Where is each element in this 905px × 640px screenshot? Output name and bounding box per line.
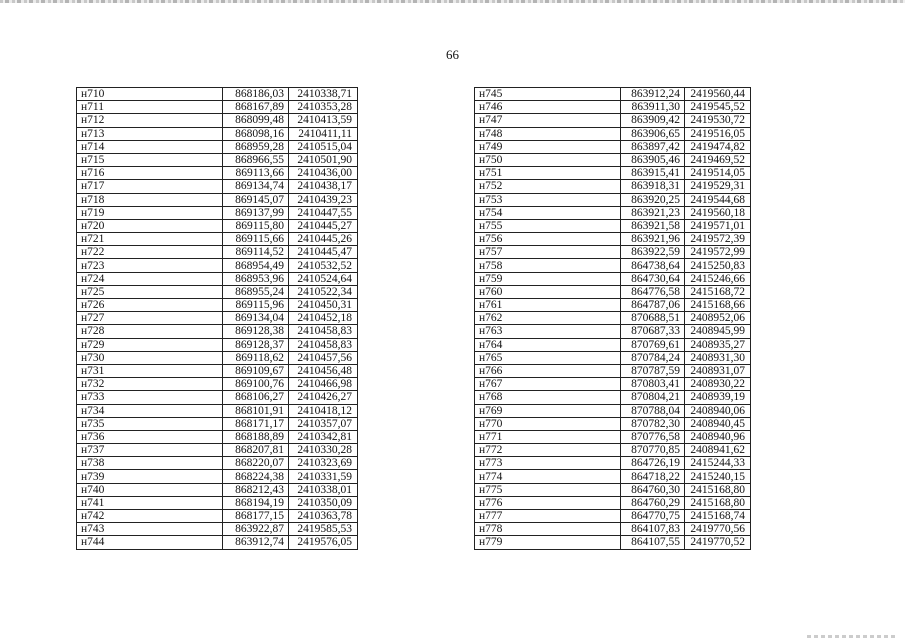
- table-row: [77, 536, 358, 549]
- y-coordinate-cell: 2410501,90: [289, 153, 358, 166]
- y-coordinate-cell: 2410330,28: [289, 444, 358, 457]
- x-coordinate-cell: 868212,43: [223, 483, 289, 496]
- y-coordinate-cell: 2415246,66: [685, 272, 751, 285]
- table-row: [475, 246, 751, 259]
- x-coordinate-cell: 870788,04: [621, 404, 685, 417]
- x-coordinate-cell: 864787,06: [621, 299, 685, 312]
- point-id-cell: н729: [77, 338, 223, 351]
- page-number: 66: [446, 47, 459, 62]
- table-row: [475, 233, 751, 246]
- y-coordinate-cell: 2419770,52: [685, 536, 751, 549]
- y-coordinate-cell: 2408941,62: [685, 444, 751, 457]
- point-id-cell: н713: [77, 127, 223, 140]
- point-id-cell: н775: [475, 483, 621, 496]
- x-coordinate-cell: 864107,83: [621, 523, 685, 536]
- scan-corner-mark: [807, 635, 897, 638]
- point-id-cell: н764: [475, 338, 621, 351]
- point-id-cell: н768: [475, 391, 621, 404]
- y-coordinate-cell: 2410413,59: [289, 114, 358, 127]
- point-id-cell: н714: [77, 140, 223, 153]
- x-coordinate-cell: 863920,25: [621, 193, 685, 206]
- x-coordinate-cell: 869128,37: [223, 338, 289, 351]
- x-coordinate-cell: 869115,80: [223, 219, 289, 232]
- point-id-cell: н742: [77, 510, 223, 523]
- table-row: [475, 470, 751, 483]
- table-row: [475, 312, 751, 325]
- table-row: [475, 153, 751, 166]
- point-id-cell: н759: [475, 272, 621, 285]
- y-coordinate-cell: 2410447,55: [289, 206, 358, 219]
- table-row: [77, 417, 358, 430]
- y-coordinate-cell: 2419514,05: [685, 167, 751, 180]
- y-coordinate-cell: 2419560,44: [685, 88, 751, 101]
- table-row: [475, 325, 751, 338]
- y-coordinate-cell: 2419560,18: [685, 206, 751, 219]
- y-coordinate-cell: 2408945,99: [685, 325, 751, 338]
- table-row: [475, 404, 751, 417]
- coordinates-table-right: [474, 87, 751, 550]
- point-id-cell: н751: [475, 167, 621, 180]
- point-id-cell: н769: [475, 404, 621, 417]
- y-coordinate-cell: 2408939,19: [685, 391, 751, 404]
- x-coordinate-cell: 864776,58: [621, 285, 685, 298]
- point-id-cell: н761: [475, 299, 621, 312]
- x-coordinate-cell: 863921,23: [621, 206, 685, 219]
- x-coordinate-cell: 869109,67: [223, 364, 289, 377]
- table-row: [475, 167, 751, 180]
- point-id-cell: н766: [475, 364, 621, 377]
- table-row: [77, 259, 358, 272]
- table-row: [77, 470, 358, 483]
- x-coordinate-cell: 869145,07: [223, 193, 289, 206]
- x-coordinate-cell: 870769,61: [621, 338, 685, 351]
- y-coordinate-cell: 2408931,30: [685, 351, 751, 364]
- point-id-cell: н723: [77, 259, 223, 272]
- y-coordinate-cell: 2410323,69: [289, 457, 358, 470]
- point-id-cell: н739: [77, 470, 223, 483]
- y-coordinate-cell: 2410350,09: [289, 496, 358, 509]
- y-coordinate-cell: 2410353,28: [289, 101, 358, 114]
- y-coordinate-cell: 2419770,56: [685, 523, 751, 536]
- y-coordinate-cell: 2419572,99: [685, 246, 751, 259]
- point-id-cell: н737: [77, 444, 223, 457]
- y-coordinate-cell: 2410452,18: [289, 312, 358, 325]
- point-id-cell: н747: [475, 114, 621, 127]
- table-row: [475, 364, 751, 377]
- x-coordinate-cell: 868186,03: [223, 88, 289, 101]
- x-coordinate-cell: 870787,59: [621, 364, 685, 377]
- y-coordinate-cell: 2419469,52: [685, 153, 751, 166]
- table-row: [77, 114, 358, 127]
- point-id-cell: н728: [77, 325, 223, 338]
- point-id-cell: н720: [77, 219, 223, 232]
- table-row: [77, 351, 358, 364]
- x-coordinate-cell: 870803,41: [621, 378, 685, 391]
- table-row: [77, 246, 358, 259]
- x-coordinate-cell: 868188,89: [223, 430, 289, 443]
- y-coordinate-cell: 2410445,26: [289, 233, 358, 246]
- table-row: [77, 496, 358, 509]
- point-id-cell: н733: [77, 391, 223, 404]
- x-coordinate-cell: 864726,19: [621, 457, 685, 470]
- y-coordinate-cell: 2410522,34: [289, 285, 358, 298]
- y-coordinate-cell: 2408935,27: [685, 338, 751, 351]
- point-id-cell: н746: [475, 101, 621, 114]
- table-row: [475, 510, 751, 523]
- y-coordinate-cell: 2408952,06: [685, 312, 751, 325]
- table-row: [475, 417, 751, 430]
- y-coordinate-cell: 2410524,64: [289, 272, 358, 285]
- table-row: [77, 140, 358, 153]
- point-id-cell: н716: [77, 167, 223, 180]
- coordinates-table-left: [76, 87, 358, 550]
- x-coordinate-cell: 869134,74: [223, 180, 289, 193]
- point-id-cell: н772: [475, 444, 621, 457]
- table-row: [475, 127, 751, 140]
- point-id-cell: н717: [77, 180, 223, 193]
- x-coordinate-cell: 870688,51: [621, 312, 685, 325]
- table-row: [77, 127, 358, 140]
- point-id-cell: н771: [475, 430, 621, 443]
- point-id-cell: н757: [475, 246, 621, 259]
- table-row: [77, 312, 358, 325]
- table-row: [77, 444, 358, 457]
- y-coordinate-cell: 2419544,68: [685, 193, 751, 206]
- y-coordinate-cell: 2415240,15: [685, 470, 751, 483]
- x-coordinate-cell: 868220,07: [223, 457, 289, 470]
- point-id-cell: н763: [475, 325, 621, 338]
- point-id-cell: н736: [77, 430, 223, 443]
- point-id-cell: н767: [475, 378, 621, 391]
- table-row: [77, 101, 358, 114]
- y-coordinate-cell: 2410439,23: [289, 193, 358, 206]
- table-row: [475, 114, 751, 127]
- x-coordinate-cell: 870776,58: [621, 430, 685, 443]
- table-row: [77, 510, 358, 523]
- x-coordinate-cell: 863906,65: [621, 127, 685, 140]
- table-row: [77, 299, 358, 312]
- x-coordinate-cell: 869118,62: [223, 351, 289, 364]
- x-coordinate-cell: 869115,66: [223, 233, 289, 246]
- table-row: [475, 351, 751, 364]
- point-id-cell: н719: [77, 206, 223, 219]
- x-coordinate-cell: 868171,17: [223, 417, 289, 430]
- table-row: [475, 483, 751, 496]
- x-coordinate-cell: 863918,31: [621, 180, 685, 193]
- table-row: [77, 180, 358, 193]
- point-id-cell: н726: [77, 299, 223, 312]
- y-coordinate-cell: 2410436,00: [289, 167, 358, 180]
- x-coordinate-cell: 863922,87: [223, 523, 289, 536]
- point-id-cell: н730: [77, 351, 223, 364]
- point-id-cell: н762: [475, 312, 621, 325]
- y-coordinate-cell: 2419572,39: [685, 233, 751, 246]
- table-row: [475, 536, 751, 549]
- table-row: [77, 364, 358, 377]
- x-coordinate-cell: 863915,41: [621, 167, 685, 180]
- point-id-cell: н725: [77, 285, 223, 298]
- table-row: [475, 391, 751, 404]
- point-id-cell: н712: [77, 114, 223, 127]
- table-row: [475, 299, 751, 312]
- y-coordinate-cell: 2419474,82: [685, 140, 751, 153]
- table-row: [77, 457, 358, 470]
- y-coordinate-cell: 2410445,47: [289, 246, 358, 259]
- y-coordinate-cell: 2419585,53: [289, 523, 358, 536]
- x-coordinate-cell: 870784,24: [621, 351, 685, 364]
- table-row: [77, 167, 358, 180]
- x-coordinate-cell: 868224,38: [223, 470, 289, 483]
- table-row: [475, 180, 751, 193]
- y-coordinate-cell: 2410466,98: [289, 378, 358, 391]
- y-coordinate-cell: 2419529,31: [685, 180, 751, 193]
- x-coordinate-cell: 863909,42: [621, 114, 685, 127]
- y-coordinate-cell: 2408930,22: [685, 378, 751, 391]
- table-row: [475, 338, 751, 351]
- table-row: [77, 325, 358, 338]
- table-row: [77, 193, 358, 206]
- y-coordinate-cell: 2410445,27: [289, 219, 358, 232]
- table-row: [475, 272, 751, 285]
- y-coordinate-cell: 2410338,01: [289, 483, 358, 496]
- x-coordinate-cell: 863911,30: [621, 101, 685, 114]
- y-coordinate-cell: 2415168,72: [685, 285, 751, 298]
- x-coordinate-cell: 868194,19: [223, 496, 289, 509]
- x-coordinate-cell: 868101,91: [223, 404, 289, 417]
- x-coordinate-cell: 870687,33: [621, 325, 685, 338]
- x-coordinate-cell: 868177,15: [223, 510, 289, 523]
- coordinates-table-body: [77, 88, 358, 550]
- point-id-cell: н711: [77, 101, 223, 114]
- x-coordinate-cell: 870804,21: [621, 391, 685, 404]
- table-row: [77, 88, 358, 101]
- point-id-cell: н718: [77, 193, 223, 206]
- y-coordinate-cell: 2408931,07: [685, 364, 751, 377]
- point-id-cell: н732: [77, 378, 223, 391]
- y-coordinate-cell: 2410458,83: [289, 325, 358, 338]
- x-coordinate-cell: 870770,85: [621, 444, 685, 457]
- x-coordinate-cell: 864760,30: [621, 483, 685, 496]
- x-coordinate-cell: 869128,38: [223, 325, 289, 338]
- x-coordinate-cell: 864718,22: [621, 470, 685, 483]
- table-row: [475, 219, 751, 232]
- y-coordinate-cell: 2415168,66: [685, 299, 751, 312]
- y-coordinate-cell: 2419545,52: [685, 101, 751, 114]
- x-coordinate-cell: 864738,64: [621, 259, 685, 272]
- y-coordinate-cell: 2410418,12: [289, 404, 358, 417]
- point-id-cell: н748: [475, 127, 621, 140]
- x-coordinate-cell: 868954,49: [223, 259, 289, 272]
- x-coordinate-cell: 863921,96: [621, 233, 685, 246]
- y-coordinate-cell: 2415250,83: [685, 259, 751, 272]
- y-coordinate-cell: 2410450,31: [289, 299, 358, 312]
- table-row: [77, 483, 358, 496]
- point-id-cell: н779: [475, 536, 621, 549]
- y-coordinate-cell: 2410515,04: [289, 140, 358, 153]
- x-coordinate-cell: 868955,24: [223, 285, 289, 298]
- y-coordinate-cell: 2410331,59: [289, 470, 358, 483]
- table-row: [475, 444, 751, 457]
- table-row: [475, 523, 751, 536]
- point-id-cell: н777: [475, 510, 621, 523]
- y-coordinate-cell: 2410458,83: [289, 338, 358, 351]
- table-row: [475, 140, 751, 153]
- point-id-cell: н727: [77, 312, 223, 325]
- table-row: [77, 404, 358, 417]
- x-coordinate-cell: 868207,81: [223, 444, 289, 457]
- y-coordinate-cell: 2415244,33: [685, 457, 751, 470]
- table-row: [475, 378, 751, 391]
- point-id-cell: н774: [475, 470, 621, 483]
- x-coordinate-cell: 864760,29: [621, 496, 685, 509]
- scan-top-edge: [0, 0, 905, 3]
- point-id-cell: н715: [77, 153, 223, 166]
- table-row: [475, 285, 751, 298]
- y-coordinate-cell: 2410457,56: [289, 351, 358, 364]
- x-coordinate-cell: 868959,28: [223, 140, 289, 153]
- y-coordinate-cell: 2410456,48: [289, 364, 358, 377]
- x-coordinate-cell: 863905,46: [621, 153, 685, 166]
- y-coordinate-cell: 2410426,27: [289, 391, 358, 404]
- table-row: [475, 496, 751, 509]
- table-row: [77, 153, 358, 166]
- point-id-cell: н758: [475, 259, 621, 272]
- x-coordinate-cell: 863912,74: [223, 536, 289, 549]
- y-coordinate-cell: 2419530,72: [685, 114, 751, 127]
- point-id-cell: н754: [475, 206, 621, 219]
- y-coordinate-cell: 2419516,05: [685, 127, 751, 140]
- point-id-cell: н773: [475, 457, 621, 470]
- point-id-cell: н738: [77, 457, 223, 470]
- table-row: [475, 457, 751, 470]
- y-coordinate-cell: 2410357,07: [289, 417, 358, 430]
- table-row: [475, 430, 751, 443]
- table-row: [475, 88, 751, 101]
- y-coordinate-cell: 2410342,81: [289, 430, 358, 443]
- y-coordinate-cell: 2410532,52: [289, 259, 358, 272]
- point-id-cell: н741: [77, 496, 223, 509]
- x-coordinate-cell: 863921,58: [621, 219, 685, 232]
- y-coordinate-cell: 2410338,71: [289, 88, 358, 101]
- table-row: [77, 391, 358, 404]
- x-coordinate-cell: 868167,89: [223, 101, 289, 114]
- y-coordinate-cell: 2419571,01: [685, 219, 751, 232]
- y-coordinate-cell: 2408940,06: [685, 404, 751, 417]
- x-coordinate-cell: 869134,04: [223, 312, 289, 325]
- point-id-cell: н749: [475, 140, 621, 153]
- point-id-cell: н743: [77, 523, 223, 536]
- x-coordinate-cell: 868099,48: [223, 114, 289, 127]
- y-coordinate-cell: 2408940,96: [685, 430, 751, 443]
- y-coordinate-cell: 2415168,80: [685, 496, 751, 509]
- table-row: [77, 430, 358, 443]
- table-row: [77, 338, 358, 351]
- y-coordinate-cell: 2410363,78: [289, 510, 358, 523]
- point-id-cell: н731: [77, 364, 223, 377]
- table-row: [77, 206, 358, 219]
- x-coordinate-cell: 868953,96: [223, 272, 289, 285]
- y-coordinate-cell: 2415168,74: [685, 510, 751, 523]
- x-coordinate-cell: 869100,76: [223, 378, 289, 391]
- point-id-cell: н752: [475, 180, 621, 193]
- table-row: [77, 378, 358, 391]
- x-coordinate-cell: 868966,55: [223, 153, 289, 166]
- point-id-cell: н770: [475, 417, 621, 430]
- table-row: [475, 206, 751, 219]
- table-row: [475, 101, 751, 114]
- point-id-cell: н756: [475, 233, 621, 246]
- x-coordinate-cell: 869115,96: [223, 299, 289, 312]
- point-id-cell: н744: [77, 536, 223, 549]
- x-coordinate-cell: 870782,30: [621, 417, 685, 430]
- y-coordinate-cell: 2415168,80: [685, 483, 751, 496]
- point-id-cell: н765: [475, 351, 621, 364]
- y-coordinate-cell: 2410411,11: [289, 127, 358, 140]
- y-coordinate-cell: 2408940,45: [685, 417, 751, 430]
- point-id-cell: н724: [77, 272, 223, 285]
- table-row: [77, 285, 358, 298]
- x-coordinate-cell: 863922,59: [621, 246, 685, 259]
- table-row: [77, 233, 358, 246]
- table-row: [77, 219, 358, 232]
- x-coordinate-cell: 869137,99: [223, 206, 289, 219]
- point-id-cell: н760: [475, 285, 621, 298]
- point-id-cell: н778: [475, 523, 621, 536]
- y-coordinate-cell: 2410438,17: [289, 180, 358, 193]
- point-id-cell: н753: [475, 193, 621, 206]
- x-coordinate-cell: 863897,42: [621, 140, 685, 153]
- x-coordinate-cell: 868098,16: [223, 127, 289, 140]
- x-coordinate-cell: 864730,64: [621, 272, 685, 285]
- table-row: [77, 523, 358, 536]
- point-id-cell: н745: [475, 88, 621, 101]
- x-coordinate-cell: 863912,24: [621, 88, 685, 101]
- x-coordinate-cell: 864107,55: [621, 536, 685, 549]
- point-id-cell: н710: [77, 88, 223, 101]
- point-id-cell: н734: [77, 404, 223, 417]
- x-coordinate-cell: 869114,52: [223, 246, 289, 259]
- x-coordinate-cell: 864770,75: [621, 510, 685, 523]
- coordinates-table-body: [475, 88, 751, 550]
- table-row: [77, 272, 358, 285]
- point-id-cell: н735: [77, 417, 223, 430]
- x-coordinate-cell: 869113,66: [223, 167, 289, 180]
- table-row: [475, 193, 751, 206]
- y-coordinate-cell: 2419576,05: [289, 536, 358, 549]
- point-id-cell: н721: [77, 233, 223, 246]
- point-id-cell: н755: [475, 219, 621, 232]
- table-row: [475, 259, 751, 272]
- x-coordinate-cell: 868106,27: [223, 391, 289, 404]
- point-id-cell: н740: [77, 483, 223, 496]
- point-id-cell: н776: [475, 496, 621, 509]
- point-id-cell: н750: [475, 153, 621, 166]
- point-id-cell: н722: [77, 246, 223, 259]
